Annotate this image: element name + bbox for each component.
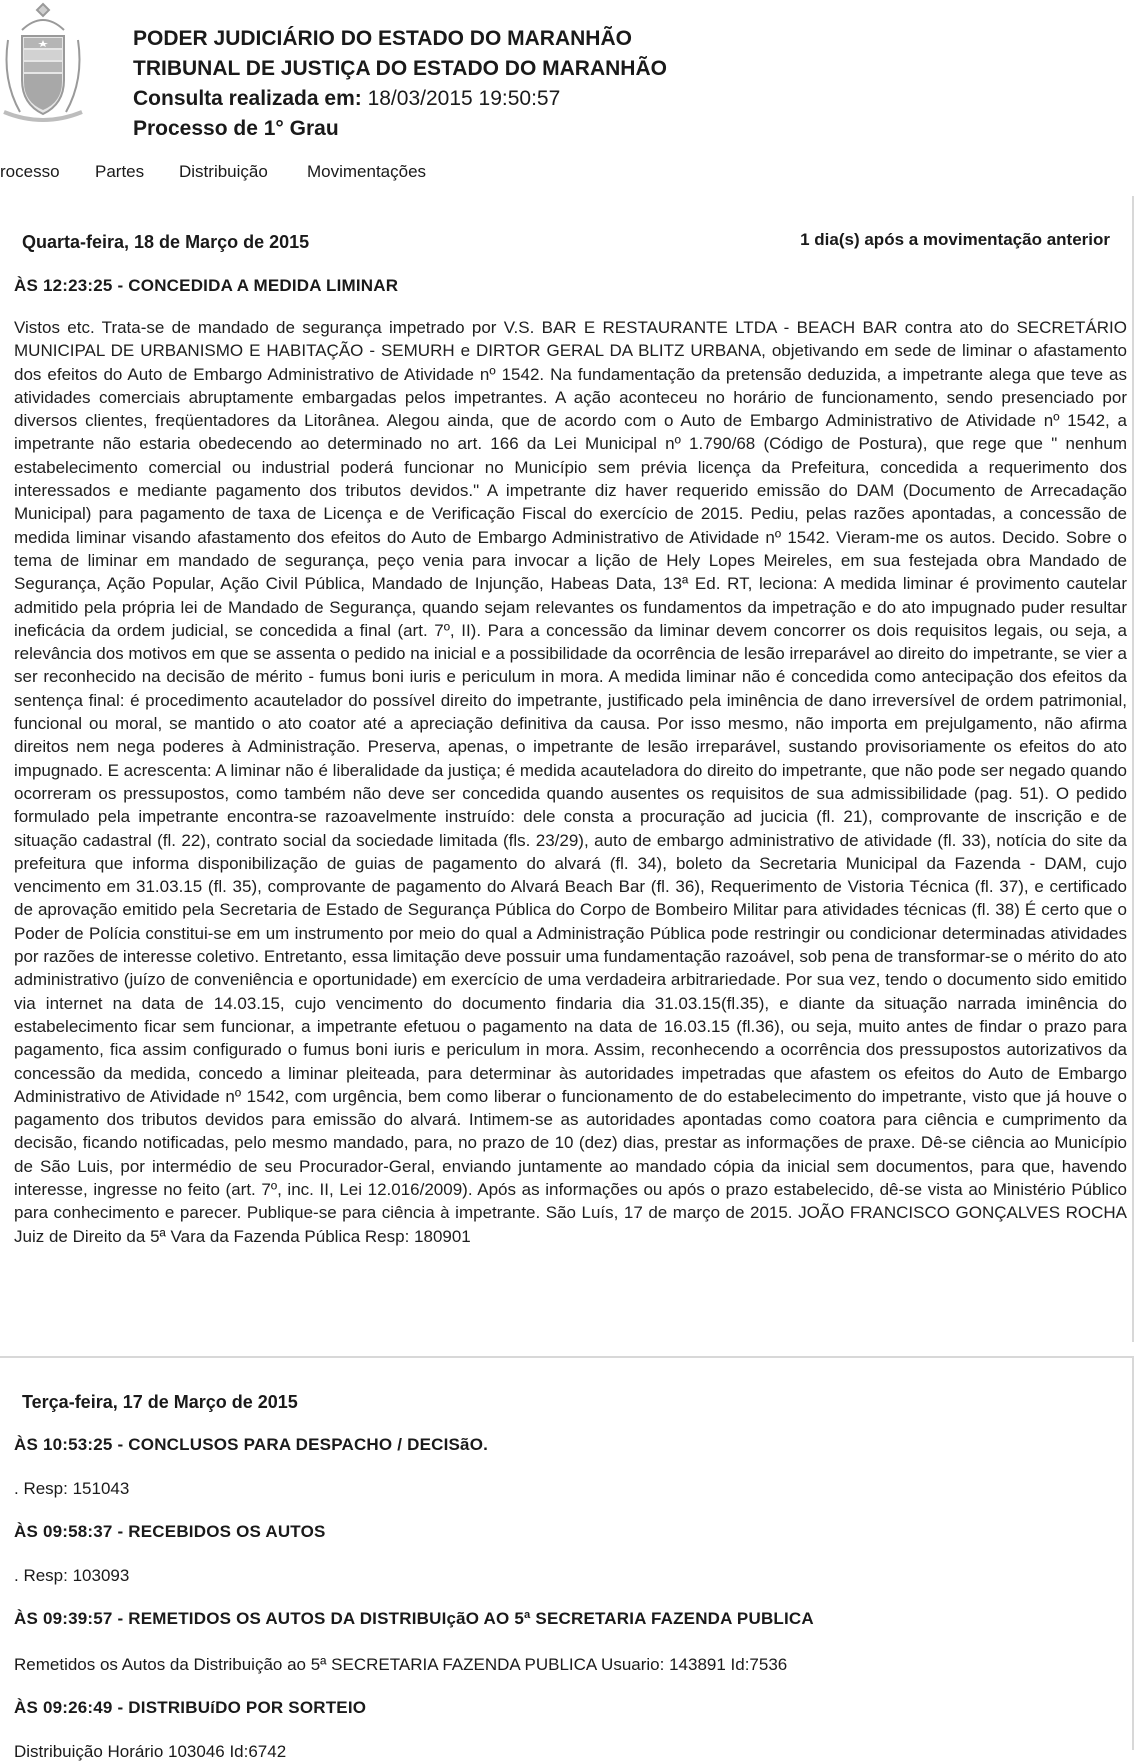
tab-movimentacoes[interactable]: Movimentações: [307, 162, 427, 181]
event-text: . Resp: 151043: [14, 1479, 130, 1498]
event-title: ÀS 09:26:49 - DISTRIBUíDO POR SORTEIO: [14, 1698, 367, 1717]
processo-grau-title: Processo de 1° Grau: [133, 117, 339, 140]
movement-date: Terça-feira, 17 de Março de 2015: [22, 1392, 298, 1412]
movement-date: Quarta-feira, 18 de Março de 2015: [22, 232, 310, 252]
header-line-2: TRIBUNAL DE JUSTIÇA DO ESTADO DO MARANHÃO: [133, 57, 667, 80]
decision-text: Vistos etc. Trata-se de mandado de segurança impetrado por V.S. BAR E RESTAURANTE LTDA - BEACH BAR contra ato do SECRETÁRIO MUNICIPAL DE URBANISMO E HABITAÇÃO - SEMURH e DIRTOR GERAL DA BLITZ URBANA, objetivando em sede de liminar o afastamento dos efeitos do Auto de Embargo Administrativo de Atividade nº 1542. Na fundamentação da pretensão deduzida, a impetrante alega que teve as atividades comerciais abruptamente embargadas pelos impetrantes. A ação aconteceu no horário de funcionamento, sendo presenciado por diversos clientes, freqüentadores da Litorânea. Alegou ainda, que de acordo com o Auto de Embargo Administrativo de Atividade nº 1542, a impetrante não estaria obedecendo ao determinado no art. 166 da Lei Municipal nº 1.790/68 (Código de Postura), que rege que " nenhum estabelecimento comercial ou industrial poderá funcionar no Município sem prévia licença da Prefeitura, concedida a requerimento dos interessados e mediante pagamento dos tributos devidos." A impetrante diz haver requerido emissão do DAM (Documento de Arrecadação Municipal) para pagamento de taxa de Licença e de Verificação Fiscal do exercício de 2015. Pediu, pelas razões apontadas, a concessão de medida liminar visando afastamento dos efeitos do Auto de Embargo Administrativo de Atividade nº 1542. Vieram-me os autos. Decido. Sobre o tema de liminar em mandado de segurança, peço venia para invocar a lição de Hely Lopes Meireles, em sua festejada obra Mandado de Segurança, Ação Popular, Ação Civil Pública, Mandado de Injunção, Habeas Data, 13ª Ed. RT, leciona: A medida liminar é provimento cautelar admitido pela própria lei de Mandado de Segurança, quando sejam relevantes os fundamentos da impetração e do ato impugnado puder resultar ineficácia da ordem judicial, se concedida a final (art. 7º, II). Para a concessão da liminar devem concorrer os dois requisitos legais, ou seja, a relevância dos motivos em que se assenta o pedido na inicial e a possibilidade da ocorrência de lesão irreparável ao direito do impetrante, se vier a ser reconhecido na decisão de mérito - fumus boni iuris e periculum in mora. A medida liminar não é concedida como antecipação dos efeitos da sentença final: é procedimento acautelador do possível direito do impetrante, justificado pela iminência de dano irreversível de ordem patrimonial, funcional ou moral, se mantido o ato coator até a apreciação definitiva da causa. Por isso mesmo, não importa em prejulgamento, não afirma direitos nem nega poderes à Administração. Preserva, apenas, o impetrante de lesão irreparável, sustando provisoriamente os efeitos do ato impugnado. E acrescenta: A liminar não é liberalidade da justiça; é medida acauteladora do direito do impetrante, que não pode ser negado quando ocorreram os pressupostos, como também não deve ser concedida quando ausentes os requisitos de sua admissibilidade (pag. 51). O pedido formulado pela impetrante encontra-se razoavelmente instruído: dele consta a procuração ad jucicia (fl. 21), comprovante de inscrição e de situação cadastral (fl. 22), contrato social da sociedade limitada (fls. 23/29), auto de embargo administrativo de atividade (fl. 33), notícia do site da prefeitura que informa disponibilização de guias de pagamento do alvará (fl. 34), boleto da Secretaria Municipal da Fazenda - DAM, cujo vencimento em 31.03.15 (fl. 35), comprovante de pagamento do Alvará Beach Bar (fl. 36), Requerimento de Vistoria Técnica (fl. 37), e certificado de aprovação emitido pela Secretaria de Estado de Segurança Pública do Corpo de Bombeiro Militar para atividades técnicas (fl. 38) É certo que o Poder de Polícia constitui-se em um instrumento por meio do qual a Administração Pública pode restringir ou condicionar determinadas atividades por razões de interesse coletivo. Entretanto, essa limitação deve possuir uma fundamentação razoável, sob pena de transformar-se o mérito do ato administrativo (juízo de conveniência e oportunidade) em exercício de uma verdadeira arbitrariedade. Por sua vez, tendo o documento sido emitido via internet na data de 14.03.15, cujo vencimento do documento findaria dia 31.03.15(fl.35), e diante da situação narrada iminência do estabelecimento ficar sem funcionar, a impetrante efetuou o pagamento na data de 16.03.15 (fl.36), ou seja, muito antes de findar o prazo para pagamento, fica assim configurado o fumus boni iuris e periculum in mora. Assim, reconhecendo a ocorrência dos pressupostos autorizativos da concessão da medida, concedo a liminar pleiteada, para determinar às autoridades impetradas que afastem os efeitos do Auto de Embargo Administrativo de Atividade nº 1542, com urgência, bem como liberar o funcionamento de do estabelecimento do impetrante, visto que já houve o pagamento dos tributos devidos para emissão do alvará. Intimem-se as autoridades apontadas como coatora para ciência e cumprimento da decisão, ficando notificadas, pelo mesmo mandado, para, no prazo de 10 (dez) dias, prestar as informações de praxe. Dê-se ciência ao Município de São Luis, por intermédio de seu Procurador-Geral, enviando juntamente ao mandado cópia da inicial sem documentos, para que, havendo interesse, ingresse no feito (art. 7º, inc. II, Lei 12.016/2009). Após as informações ou após o prazo estabelecido, dê-se vista ao Ministério Público para conhecimento e parecer. Publique-se para ciência à impetrante. São Luís, 17 de março de 2015. JOÃO FRANCISCO GONÇALVES ROCHA Juiz de Direito da 5ª Vara da Fazenda Pública Resp: 180901: [14, 318, 1127, 1246]
tab-processo[interactable]: rocesso: [0, 162, 60, 181]
movement-day-panel: [0, 196, 1134, 1342]
movement-day-panel: [0, 1356, 1134, 1761]
event-title: ÀS 09:39:57 - REMETIDOS OS AUTOS DA DISTRIBUIçãO AO 5ª SECRETARIA FAZENDA PUBLICA: [14, 1609, 814, 1628]
event-text: Distribuição Horário 103046 Id:6742: [14, 1742, 287, 1761]
header-line-1: PODER JUDICIÁRIO DO ESTADO DO MARANHÃO: [133, 27, 632, 50]
court-crest-logo: [0, 0, 86, 126]
event-title: ÀS 10:53:25 - CONCLUSOS PARA DESPACHO / DECISãO.: [14, 1435, 489, 1454]
event-title: ÀS 09:58:37 - RECEBIDOS OS AUTOS: [14, 1522, 326, 1541]
consulta-datetime: 18/03/2015 19:50:57: [367, 87, 561, 110]
tab-distribuicao[interactable]: Distribuição: [179, 162, 268, 181]
event-title: ÀS 12:23:25 - CONCEDIDA A MEDIDA LIMINAR: [14, 276, 399, 295]
days-since-previous: 1 dia(s) após a movimentação anterior: [800, 230, 1110, 249]
tab-partes[interactable]: Partes: [95, 162, 145, 181]
process-tabs: [0, 160, 1136, 192]
event-text: . Resp: 103093: [14, 1566, 130, 1585]
consulta-label: Consulta realizada em:: [133, 87, 362, 110]
event-text: Remetidos os Autos da Distribuição ao 5ª SECRETARIA FAZENDA PUBLICA Usuario: 143891 Id:7536: [14, 1655, 788, 1674]
